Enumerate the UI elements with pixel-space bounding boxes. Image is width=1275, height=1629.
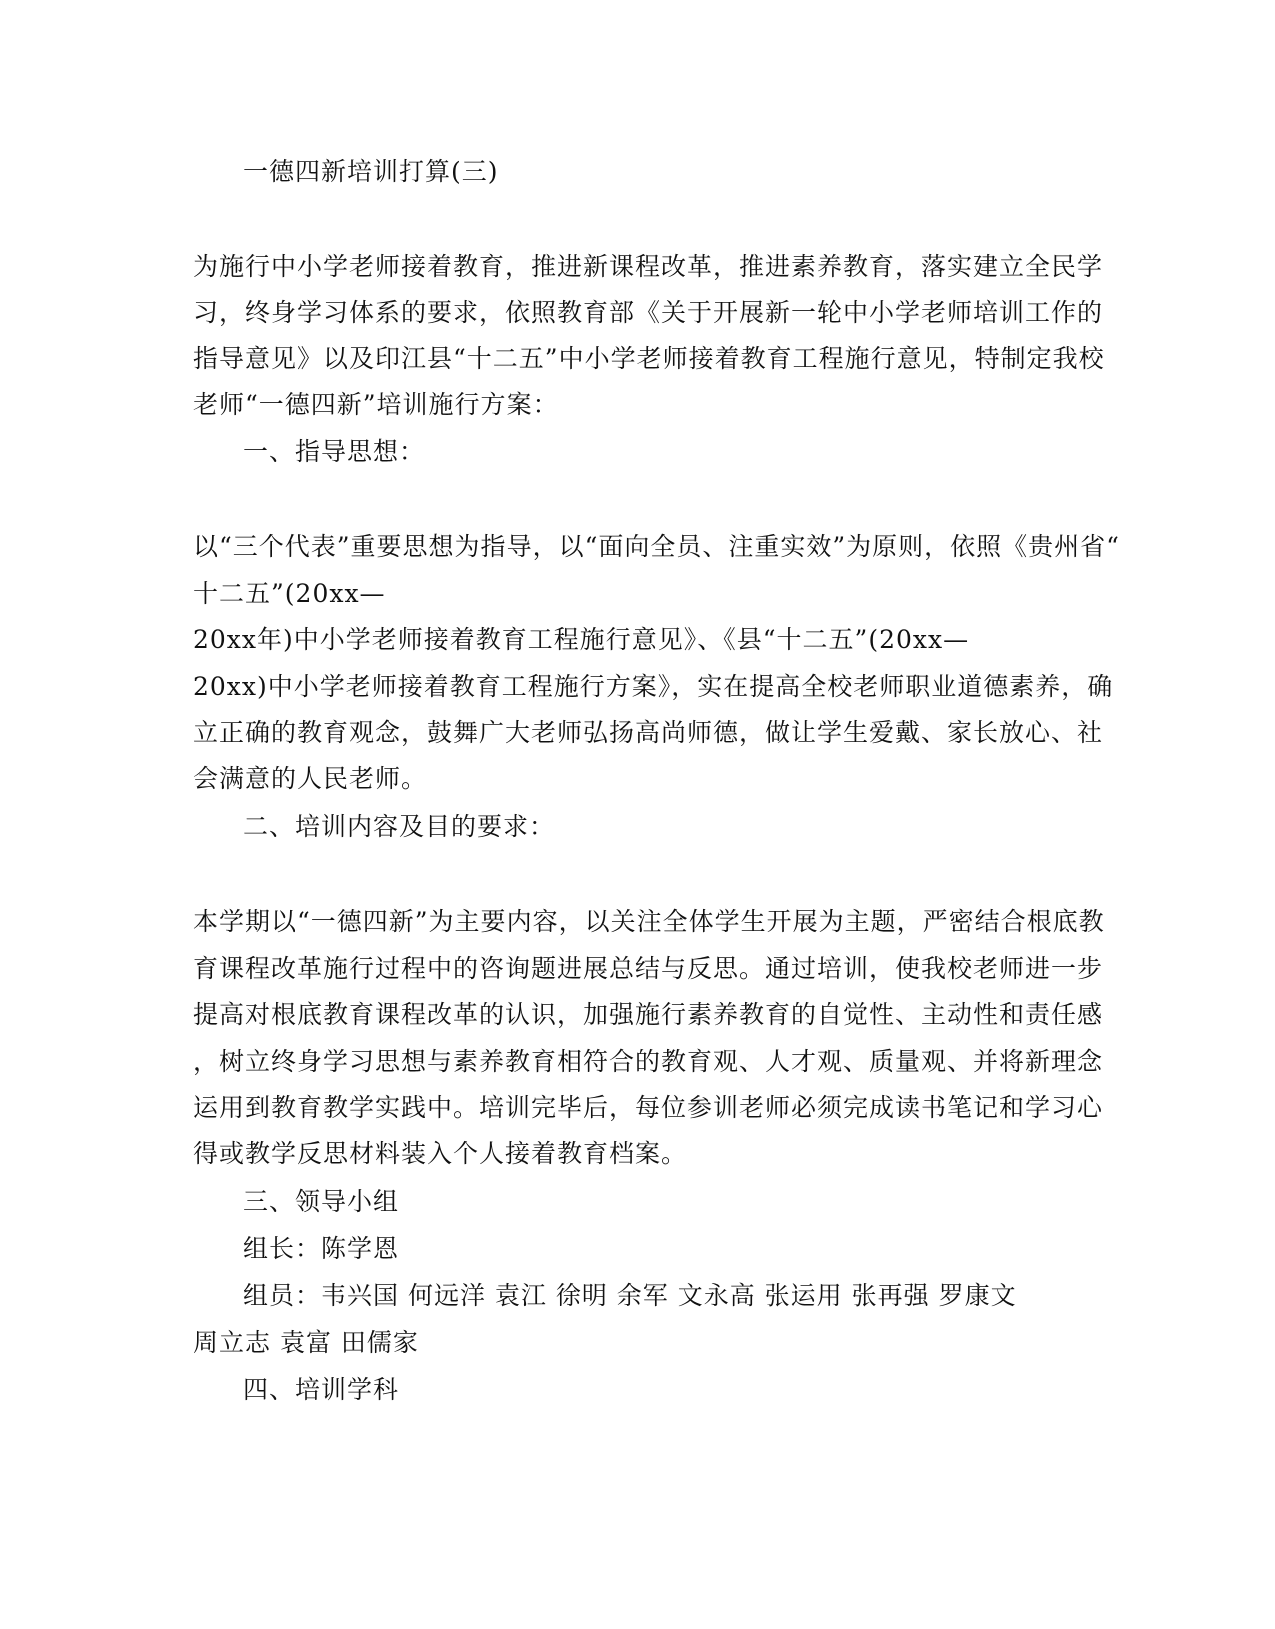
intro-line-3: 指导意见》以及印江县“十二五”中小学老师接着教育工程施行意见，特制定我校 <box>193 344 1105 373</box>
intro-line-4: 老师“一德四新”培训施行方案： <box>193 390 559 419</box>
section1-line-4: 20xx)中小学老师接着教育工程施行方案》，实在提高全校老师职业道德素养，确 <box>193 672 1114 701</box>
section1-line-5: 立正确的教育观念，鼓舞广大老师弘扬高尚师德，做让学生爱戴、家长放心、社 <box>193 718 1104 747</box>
section3-members-line-1: 组员：韦兴国 何远洋 袁江 徐明 余军 文永高 张运用 张再强 罗康文 <box>243 1281 1017 1310</box>
section1-heading: 一、指导思想： <box>243 437 426 466</box>
section3-heading: 三、领导小组 <box>243 1187 400 1216</box>
section3-members-line-2: 周立志 袁富 田儒家 <box>193 1328 419 1357</box>
section2-line-6: 得或教学反思材料装入个人接着教育档案。 <box>193 1139 688 1168</box>
document-title: 一德四新培训打算(三) <box>243 157 499 186</box>
section3-leader: 组长：陈学恩 <box>243 1234 400 1263</box>
section1-line-6: 会满意的人民老师。 <box>193 764 428 793</box>
section4-heading: 四、培训学科 <box>243 1375 400 1404</box>
section1-line-1: 以“三个代表”重要思想为指导，以“面向全员、注重实效”为原则，依照《贵州省“ <box>193 532 1120 561</box>
section1-line-2: 十二五”(20xx— <box>193 579 386 608</box>
section2-line-3: 提高对根底教育课程改革的认识，加强施行素养教育的自觉性、主动性和责任感 <box>193 1000 1104 1029</box>
intro-line-1: 为施行中小学老师接着教育，推进新课程改革，推进素养教育，落实建立全民学 <box>193 252 1104 281</box>
section2-line-2: 育课程改革施行过程中的咨询题进展总结与反思。通过培训，使我校老师进一步 <box>193 954 1104 983</box>
section2-line-4: ，树立终身学习思想与素养教育相符合的教育观、人才观、质量观、并将新理念 <box>193 1047 1104 1076</box>
intro-line-2: 习，终身学习体系的要求，依照教育部《关于开展新一轮中小学老师培训工作的 <box>193 298 1104 327</box>
section2-line-5: 运用到教育教学实践中。培训完毕后，每位参训老师必须完成读书笔记和学习心 <box>193 1093 1104 1122</box>
section1-line-3: 20xx年)中小学老师接着教育工程施行意见》、《县“十二五”(20xx— <box>193 625 970 654</box>
section2-line-1: 本学期以“一德四新”为主要内容，以关注全体学生开展为主题，严密结合根底教 <box>193 907 1105 936</box>
section2-heading: 二、培训内容及目的要求： <box>243 812 556 841</box>
